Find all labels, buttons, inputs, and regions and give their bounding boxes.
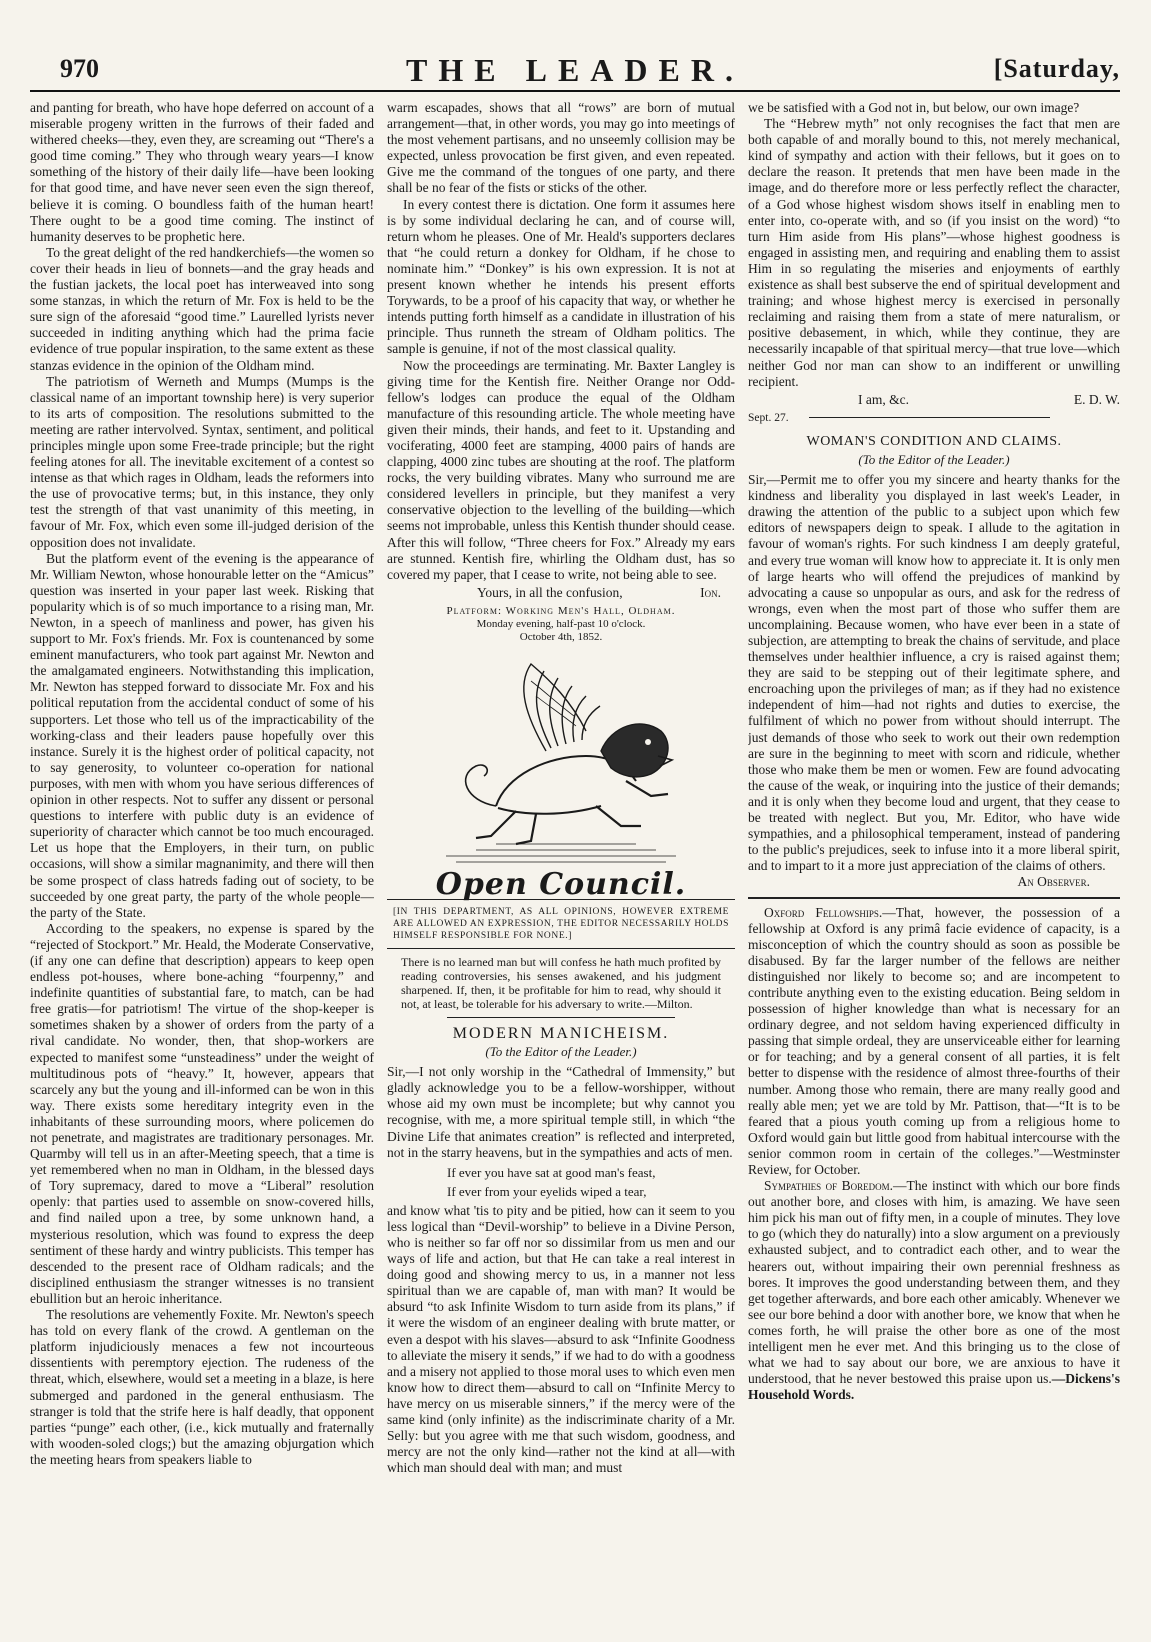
article-subtitle: (To the Editor of the Leader.)	[485, 1044, 637, 1060]
verse-line: If ever from your eyelids wiped a tear,	[447, 1183, 647, 1199]
item-source: —Dickens's Household Words.	[748, 1371, 1120, 1403]
editorial-disclaimer: [IN THIS DEPARTMENT, AS ALL OPINIONS, HOWEVER EXTREME ARE ALLOWED AN EXPRESSION, THE EDITOR NECESSARILY HOLDS HIMSELF RESPONSIBLE FOR NONE.]	[393, 907, 729, 941]
paragraph: we be satisfied with a God not in, but below, our own image?	[748, 100, 1080, 115]
letter-signoff	[748, 392, 1120, 408]
column-1	[30, 100, 374, 1632]
item-heading: Oxford Fellowships.	[764, 904, 883, 920]
epigraph: There is no learned man but will confess he hath much profited by reading controversies, his senses awakened, and his judgment sharpened. If, then, it be profitable for him to read, why should it not, at least, be tolerable for his adversary to write.—Milton.	[401, 955, 721, 1011]
signoff-text: I am, &c.	[858, 391, 909, 407]
newspaper-title: THE LEADER.	[406, 52, 744, 88]
dateline-date: October 4th, 1852.	[519, 630, 603, 643]
article-subtitle: (To the Editor of the Leader.)	[858, 451, 1010, 467]
date-text: Sept. 27.	[748, 411, 789, 424]
paragraph: According to the speakers, no expense is spared by the “rejected of Stockport.” Mr. Heald, the Moderate Conservative, (if any one can define that description) appears to keep open endless pot-houses, where bone-aching “fourpenny,” and indefinite quantities of substantial fare, to match, can be had free gratis—for patriotism! The virtue of the shop-keeper is sometimes shaken by a shower of orders from the party of a rival candidate. No wonder, then, that shop-workers are expected to manifest some “unsteadiness” under the weight of multitudinous pots of “heavy.” It, however, appears that scarcely any but the young and ill-informed can be won in this way. There exists some hereditary integrity even in the inhabitants of these surrounding moors, where policemen do not penetrate, and magistrates are traditionary personages. Mr. Quarmby will tell us in an after-Meeting speech, that a time is yet remembered when no man in Oldham, in the blessed days of Tory supremacy, dared to move a “Liberal” resolution openly: that parties used to assemble on snow-covered hills, and find nailed upon a tree, by some unknown hand, a mysterious resolution, which was found to express the deep sentiment of these hardy and wintry publicists. This temper has descended to the present race of Oldham radicals; and the disciplined enthusiasm the stranger witnesses is no transient ebullition but an heroic inheritance.	[30, 920, 374, 1306]
item-text: —That, however, the possession of a fellowship at Oxford is any primâ facie evidence of capacity, is a misconception of which the country should as soon as possible be disabused. By far the larger number of the fellows are neither distinguished nor likely to become so; and are incompetent to contribute anything even to the existing education. Being seldom in possession of higher knowledge than what is necessary for an ordinary degree, and not seldom having experienced difficulty in passing that simple ordeal, they are unserviceable either for learning or for teaching; and by a general consent of all parties, it is felt better to dispense with the residence of almost three-fourths of their number. Among those who remain, there are many really good and really able men; yet we are told by Mr. Pattison, that—“It is to be feared that a pious youth coming up from a religious home to Oxford would gain but little good from habitual intercourse with the senior common room in certain of the colleges.”—Westminster Review, for October.	[748, 904, 1120, 1177]
paragraph: Now the proceedings are terminating. Mr. Baxter Langley is giving time for the Kentish fire. Neither Orange nor Odd-fellow's lodges can produce the equal of the Oldham manufacture of this resounding article. The whole meeting have given their minds, their hands, and feet to it. Upstanding and vociferating, 4000 feet are stamping, 4000 pairs of hands are clapping, 4000 zinc tubes are shouting at the roof. The platform rocks, the very building vibrates. Many who surround me are considered levellers in principle, but they manifest a very conservative objection to the levelling of the building—which seems not improbable, unless this Kentish thunder should cease. After this will follow, “Three cheers for Fox.” Already my ears are stunned. Kentish fire, whirling the Oldham dust, has so covered my paper, that I cease to write, not being able to see.	[387, 357, 735, 582]
paragraph: To the great delight of the red handkerchiefs—the women so cover their heads in lieu of bonnets—and the gray heads and the fustian jackets, the local poet has interweaved into song some stanzas, in which the return of Mr. Fox is held to be the sure sign of the aforesaid “good time.” Laurelled lyrists never succeeded in inditing anything which had the prima facie evidence of true popular inspiration, to the same extent as these stanzas evidence in the opinion of the Oldham mind.	[30, 244, 374, 373]
item-text: —The instinct with which our bore finds out another bore, and closes with him, is amazing. We have seen him pick his man out of fifty men, in a couple of minutes. They love to go (which they do naturally) into a slow argument on a previously exhausted subject, and to contradict each other, and to wear the hearers out, without impairing their own perennial freshness as bores. It improves the good understanding between them, and they get together afterwards, and bore each other amicably. Whenever we see our bore behind a door with another bore, we know that when he comes forth, he will praise the other bore as one of the most intelligent men he ever met. And this bringing us to the close of what we had to say about our bore, we are anxious to have it understood, that he never bestowed this praise upon us.	[748, 1178, 1120, 1387]
paragraph: The “Hebrew myth” not only recognises the fact that men are both capable of and morally bound to this, not merely mechanical, kind of sympathy and action with their fellows, but it goes on to declare the reason. It pretends that men have been made in the image, and do therefore more or less perfectly reflect the character, of a God whose highest wisdom shows itself in enabling men to enter into, co-operate with, and so (if you insist on the word) “to turn Him aside from His plans”—whose highest goodness is engaged in assisting men, and requiring and enabling them to assist Him in so regulating the miseries and enjoyments of earthly existence as shall best subserve the end of spiritual development and training; and whose highest mercy is exercised in personally reclaiming and raising them from a state of mere naturalism, or positive debasement, in which, while they continue, they are necessarily incapable of that spiritual mercy—that true love—which neither God nor man can show to an indifferent or unwilling recipient.	[748, 116, 1120, 389]
section-title: Open Council.	[435, 866, 687, 902]
article-title: WOMAN'S CONDITION AND CLAIMS.	[806, 433, 1062, 449]
letter-date	[748, 410, 1120, 426]
dateline-time: Monday evening, half-past 10 o'clock.	[476, 617, 646, 630]
winged-lion-emblem	[436, 656, 686, 871]
verse-line: If ever you have sat at good man's feast,	[447, 1164, 656, 1180]
ground-hatching	[446, 844, 676, 862]
signature: E. D. W.	[1073, 391, 1120, 407]
divider	[809, 417, 1050, 418]
masthead	[30, 52, 1120, 92]
article-title: MODERN MANICHEISM.	[452, 1025, 670, 1042]
signature: An Observer.	[1017, 874, 1090, 890]
column-2	[387, 100, 735, 1632]
paragraph	[748, 905, 1120, 1179]
paragraph: The resolutions are vehemently Foxite. Mr. Newton's speech has told on every flank of the crowd. A gentleman on the platform injudiciously menaces a few not incourteous dissentients with peremptory ejection. The rudeness of the threat, which, elsewhere, would set a meeting in a blaze, is here submerged and pardoned in the general enthusiasm. The stranger is told that the strife here is half deadly, that opponent parties “punge” each other, (i.e., kick mutually and fraternally with wooden-soled clogs;) but the amazing objurgation which the meeting hears from speakers liable to	[30, 1307, 374, 1467]
page-number: 970	[60, 54, 99, 83]
paragraph: But the platform event of the evening is the appearance of Mr. William Newton, whose honourable letter on the “Amicus” question was inserted in your paper last week. Risking that popularity which is of so much importance to a rising man, Mr. Newton, in a speech of manliness and power, has given his support to Mr. Fox's friends. Mr. Fox is countenanced by some eminent manufacturers, who took part against Mr. Newton and the amalgamated engineers. Notwithstanding this implication, Mr. Newton has stepped forward to dissociate Mr. Fox and his political reputation from the accidental conduct of some of his supporters. Let those who tell us of the impracticability of the working-class and their leaders pause hopefully over this instance. Surely it is the highest order of political capacity, not to say generosity, to volunteer co-operation for national purposes, with men with whom you have serious differences of opinion in other respects. Not to suffer any dissent or personal questions to interfere with public duty is an evidence of superiority of character which cannot be too much encouraged. Let us hope that the Employers, in their turn, on public occasions, will show a similar magnanimity, and there will then be some prospect of class hatreds fading out of society, to be succeeded by one great party, the party of the whole people—the party of the State.	[30, 550, 374, 920]
signature: Ion.	[700, 584, 721, 600]
issue-day: [Saturday,	[993, 54, 1120, 83]
paragraph: The patriotism of Werneth and Mumps (Mumps is the classical name of an important township here) is very superior to its arts of composition. The resolutions submitted to the meeting are rather intervolved. Syntax, sentiment, and political principles mingle upon some Free-trade principle; but the right feeling atones for all. The inevitable excitement of a contest so intense as that which rages in Oldham, leads the reformers into the use of provocative terms; but, in this instance, they only test the strength of that vast unanimity of this meeting, in favour of Mr. Fox, which even some ill-judged derision of the opposition does not invalidate.	[30, 373, 374, 550]
paragraph: warm escapades, shows that all “rows” are born of mutual arrangement—that, in other words, you may go into meetings of the most vehement partisans, and no unseemly collision may be expected, unless provocation be first given, and even repeated. Give me the command of the tongues of one party, and there shall be no fear of the fists or sticks of the other.	[387, 100, 735, 196]
paragraph	[748, 1178, 1120, 1403]
wing-icon	[524, 664, 600, 751]
column-3	[748, 100, 1120, 1632]
paragraph: Sir,—I not only worship in the “Cathedral of Immensity,” but gladly acknowledge you to be a fellow-worshipper, without whose aid my own must be incomplete; but why cannot you recognise, with me, a more spiritual temple still, in which “the Divine Life that animates creation” is reflected and interpreted, not in the starry heavens, but in the sympathies and acts of men.	[387, 1064, 735, 1160]
paragraph: Sir,—Permit me to offer you my sincere and hearty thanks for the kindness and liberality you displayed in last week's Leader, in drawing the attention of the public to a subject upon which few editors of newspapers deign to speak. I allude to the agitation in favour of woman's rights. For such kindness I am deeply grateful, and every true woman will know how to appreciate it. It is only men of large hearts who will offend the prejudices of mankind by advocating a cause so unpopular as ours, and ask for the redress of wrongs, even when the most part of those who suffer them are uncomplaining. Because women, who have ever been in a state of subjection, are attempting to break the chains of servitude, and place themselves under healthier influence, a cry is raised against them; they are said to be stepping out of their legitimate sphere, and encroaching upon the privileges of man; as if they had no existence independent of him—had not rights and duties to exercise, the fulfilment of which no power from without should interrupt. The just demands of those who seek to work out their own redemption are sure in the beginning to meet with scorn and ridicule, whether those who make them be men or women. Few are found advocating the cause of the weak, or inquiring into the justice of their demands; and it is only when they become loud and urgent, that they cease to be treated with neglect. But you, Mr. Editor, who have wide sympathies, and a philosophical temperament, instead of pandering to the public's prejudices, seek to infuse into it a more liberal spirit, and to impart to it a more just appreciation of the claims of others.	[748, 472, 1120, 874]
divider	[447, 1017, 675, 1018]
letter-signoff	[387, 585, 735, 601]
lion-icon	[466, 724, 672, 844]
divider	[748, 897, 1120, 899]
divider	[387, 948, 735, 949]
item-heading: Sympathies of Boredom.	[764, 1178, 893, 1194]
paragraph: In every contest there is dictation. One form it assumes here is by some individual declaring he can, and of course will, return whom he pleases. One of Mr. Heald's supporters declares that “he could return a donkey for Oldham, if he chose to nominate him.” “Donkey” is his own expression. It is not at present known whether he intends his present efforts Torywards, to be a proof of his capacity that way, or whether he intends putting forth himself as a candidate in illustration of his principle. Thus runneth the stream of Oldham politics. The sample is genuine, if not of the most classical quality.	[387, 196, 735, 357]
dateline-place: Platform: Working Men's Hall, Oldham.	[446, 604, 676, 617]
paragraph: and know what 'tis to pity and be pitied, how can it seem to you less logical than “Devil-worship” to believe in a Divine Person, who is neither so far off nor so dissimilar from us men and our ways of life and action, but that He can take a real interest in doing good and showing mercy to us, in a manner not less spiritual than we are capable of, man with man? It would be absurd “to ask Infinite Wisdom to turn aside from its plans,” if it were the wisdom of an engineer dealing with brute matter, or even a despot with his slaves—absurd to ask “Infinite Goodness to alleviate the misery it sends,” if we had to do with a goodness and a misery not applied to those moral uses to which even men know how to direct them—absurd to call on “Infinite Mercy to have mercy on us miserable sinners,” if the mercy were of the same kind (only infinite) as the indiscriminate charity of a Mr. Selly: but you agree with me that such wisdom, goodness, and mercy are not the only kind—rather not the kind at all—with which man should deal with man; and must	[387, 1202, 735, 1476]
dateline	[387, 605, 735, 644]
signoff-text: Yours, in all the confusion,	[477, 584, 623, 600]
paragraph: and panting for breath, who have hope deferred on account of a miserable progeny written in the furrows of their faded and withered cheeks—they, even they, are screaming out “There's a good time coming.” They who through weary years—I know something of the history of their daily life—have been looking for that good time, and have never seen even the sign thereof, believe it is coming. O boundless faith of the human heart! There ought to be a good time coming. The instinct of humanity deserves to be prophetic here.	[30, 100, 374, 244]
